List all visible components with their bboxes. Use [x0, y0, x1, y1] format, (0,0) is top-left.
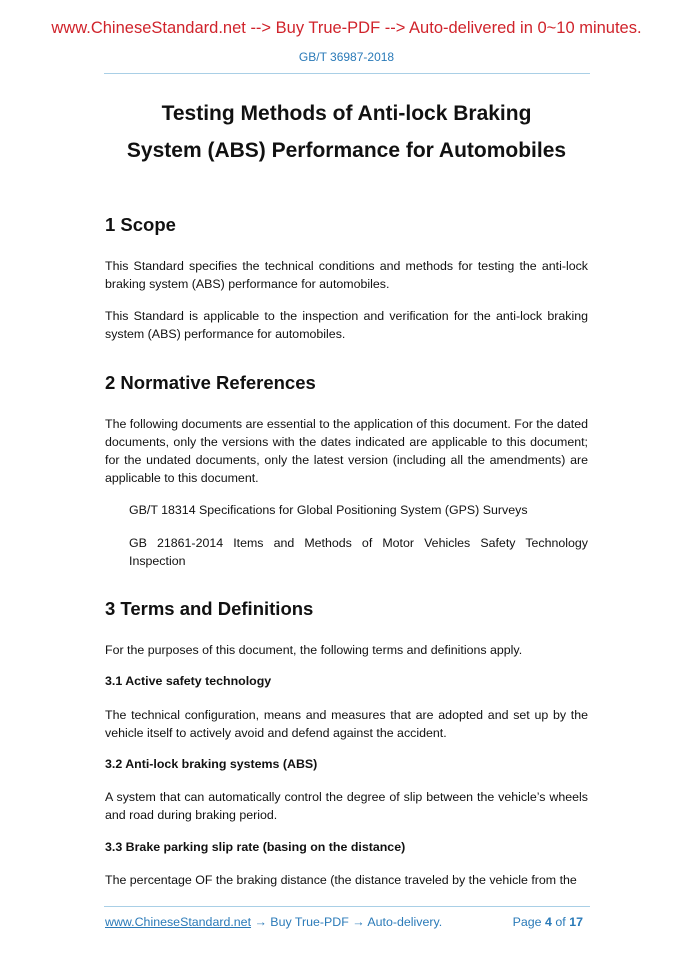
term-heading: 3.2 Anti-lock braking systems (ABS) — [105, 757, 318, 771]
page-footer — [105, 915, 588, 929]
paragraph: This Standard specifies the technical conditions and methods for testing the anti-lock braking system (ABS) performance for automobiles. — [105, 259, 588, 291]
footer-link[interactable]: www.ChineseStandard.net — [105, 915, 252, 929]
footer-text: → Buy True-PDF → Auto-delivery. — [251, 915, 443, 929]
of-label: of — [555, 915, 566, 929]
paragraph: The following documents are essential to the application of this document. For the dated documents, only the versions with the dates indicated are applicable to this document; for the undated documents, only the latest version (including all the amendments) are applicable to this document. — [105, 417, 588, 485]
title-line-1: Testing Methods of Anti-lock Braking — [161, 102, 532, 125]
term-definition: The percentage OF the braking distance (the distance traveled by the vehicle from the — [105, 873, 577, 887]
reference-item: GB 21861-2014 Items and Methods of Motor Vehicles Safety Technology Inspection — [129, 536, 588, 568]
header-divider — [104, 73, 590, 74]
term-definition: A system that can automatically control the degree of slip between the vehicle’s wheels and road during braking period. — [105, 790, 588, 822]
section-heading-terms: 3 Terms and Definitions — [105, 598, 314, 619]
page-indicator — [513, 915, 583, 929]
standard-number: GB/T 36987-2018 — [298, 50, 395, 64]
promo-banner: www.ChineseStandard.net --> Buy True-PDF --> Auto-delivered in 0~10 minutes. — [51, 19, 642, 37]
title-line-2: System (ABS) Performance for Automobiles — [126, 139, 567, 162]
reference-item: GB/T 18314 Specifications for Global Positioning System (GPS) Surveys — [129, 503, 528, 517]
paragraph: For the purposes of this document, the following terms and definitions apply. — [105, 643, 523, 657]
section-heading-normative-references: 2 Normative References — [105, 372, 316, 393]
document-title — [80, 95, 613, 169]
term-definition: The technical configuration, means and measures that are adopted and set up by the vehicle itself to actively avoid and defend against the accident. — [105, 708, 588, 740]
paragraph: This Standard is applicable to the inspection and verification for the anti-lock braking system (ABS) performance for automobiles. — [105, 309, 588, 341]
term-heading: 3.3 Brake parking slip rate (basing on the distance) — [105, 840, 406, 854]
footer-divider — [104, 906, 590, 907]
page-label: Page — [512, 915, 542, 929]
page-number: 4 — [545, 915, 552, 929]
section-heading-scope: 1 Scope — [105, 214, 176, 235]
page-total: 17 — [569, 915, 583, 929]
term-heading: 3.1 Active safety technology — [105, 674, 272, 688]
